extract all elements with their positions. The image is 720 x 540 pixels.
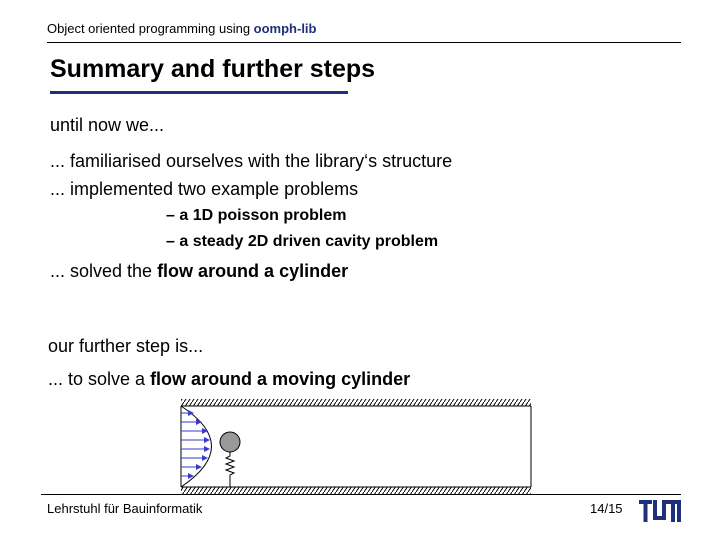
tum-logo-icon [638, 498, 682, 524]
cylinder [220, 432, 240, 452]
inflow-arrows [181, 413, 209, 476]
footer-institute: Lehrstuhl für Bauinformatik [47, 501, 203, 516]
intro-text: until now we... [50, 115, 165, 135]
further-text: our further step is... [48, 336, 204, 356]
item-familiarised: ... familiarised ourselves with the library‘s structure [50, 151, 453, 171]
item-cylinder-emphasis: flow around a cylinder [157, 261, 349, 281]
header-brand: oomph-lib [253, 21, 317, 36]
velocity-profile-curve [181, 406, 212, 487]
spring [226, 452, 234, 487]
item-cylinder-prefix: ... solved the [50, 261, 158, 281]
slide-title: Summary and further steps [50, 55, 376, 83]
bottom-wall-hatch [181, 487, 531, 494]
page-number: 14/15 [590, 501, 623, 516]
top-wall-hatch [181, 399, 531, 406]
footer-rule [41, 494, 681, 495]
item-implemented: ... implemented two example problems [50, 179, 359, 199]
subitem-poisson: – a 1D poisson problem [166, 207, 347, 224]
item-moving-emphasis: flow around a moving cylinder [150, 369, 411, 389]
item-moving-prefix: ... to solve a [48, 369, 151, 389]
header-prefix: Object oriented programming using [47, 21, 254, 36]
subitem-cavity: – a steady 2D driven cavity problem [166, 233, 439, 250]
